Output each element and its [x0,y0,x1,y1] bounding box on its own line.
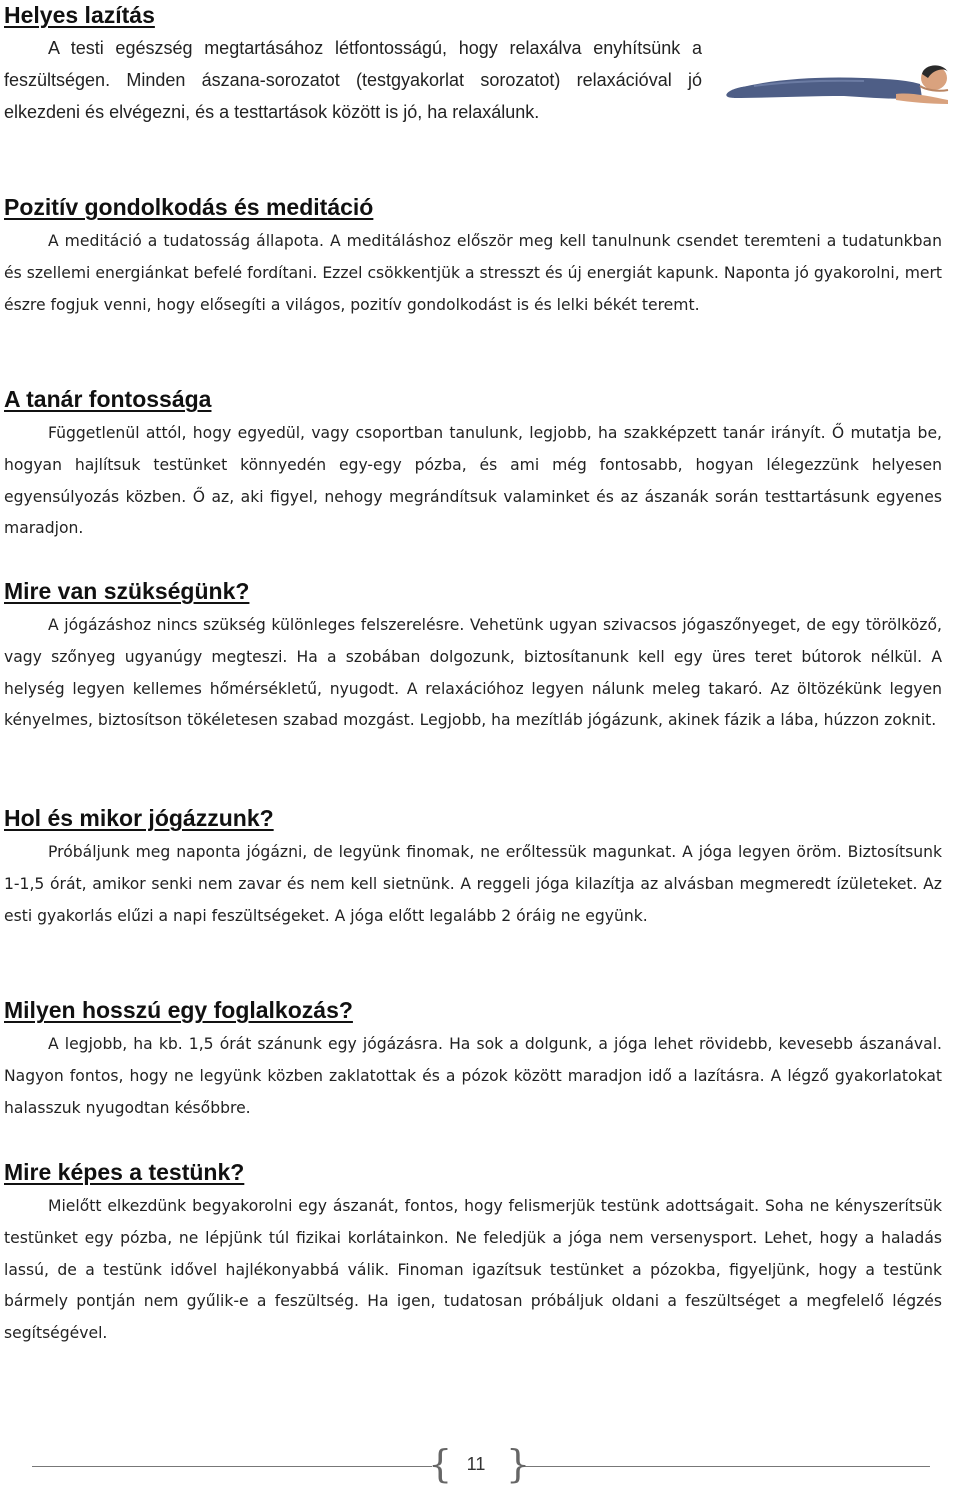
right-brace-icon: } [506,1442,531,1486]
footer-rule-left [32,1466,432,1467]
section-heading: Milyen hosszú egy foglalkozás? [4,997,353,1023]
section-heading: Helyes lazítás [4,2,155,28]
page-number: 11 [466,1454,486,1474]
left-brace-icon: { [428,1442,453,1486]
section-paragraph: A meditáció a tudatosság állapota. A meditáláshoz először meg kell tanulnunk csendet teremteni a tudatunkban és szellemi energiánkat befelé fordítani. Ezzel csökkentjük a stresszt és új energiát kapunk. Naponta jó gyakorolni, mert észre fogjuk venni, hogy elősegíti a világos, pozitív gondolkodást is és lelki békét teremt. [4,232,942,314]
section-pozitiv-gondolkodas [4,192,942,321]
section-heading: Mire van szükségünk? [4,578,250,604]
section-heading: Pozitív gondolkodás és meditáció [4,194,374,220]
section-paragraph: A legjobb, ha kb. 1,5 órát szánunk egy jógázásra. Ha sok a dolgunk, a jóga lehet rövidebb, kevesebb ászanával. Nagyon fontos, hogy ne legyünk közben zaklatottak és a pózok között maradjon idő a lazításra. A légző gyakorlatokat halasszuk nyugodtan későbbre. [4,1035,942,1117]
section-milyen-hosszu [4,995,942,1124]
section-paragraph: Mielőtt elkezdünk begyakorolni egy ászanát, fontos, hogy felismerjük testünk adottságait. Soha ne kényszerítsük testünket egy pózba, ne lépjünk túl fizikai korlátainkon. Ne feledjük a jóga nem versenysport. Lehet, hogy a haladás lassú, de a testünk idővel hajlékonyabbá válik. Finoman igazítsuk testünket a pózokba, figyeljünk, hogy a testünk bármely pontján nem gyűlik-e a feszültség. Ha igen, tudatosan próbáljuk oldani a feszültséget a megfelelő légzés segítségével. [4,1197,942,1343]
section-paragraph: A jógázáshoz nincs szükség különleges felszerelésre. Vehetünk ugyan szivacsos jógaszőnyeget, de egy törölköző, vagy szőnyeg ugyanúgy megteszi. Ha a szobában dolgozunk, biztosítanunk kell egy üres teret bútorok nélkül. A helység legyen kellemes hőmérsékletű, nyugodt. A relaxációhoz legyen nálunk meleg takaró. Az öltözékünk legyen kényelmes, biztosítson tökéletesen szabad mozgást. Legjobb, ha mezítláb jógázunk, akinek fázik a lába, húzzon zoknit. [4,616,942,730]
section-heading: Mire képes a testünk? [4,1159,245,1185]
section-mire-van-szuksegunk [4,576,942,737]
section-hol-es-mikor [4,803,942,932]
section-mire-kepes [4,1157,942,1350]
section-paragraph: Függetlenül attól, hogy egyedül, vagy csoportban tanulunk, legjobb, ha szakképzett tanár irányít. Ő mutatja be, hogyan hajlítsuk testünket könnyedén egy-egy pózba, és ami még fontosabb, hogyan lélegezzünk helyesen egyensúlyozás közben. Ő az, aki figyel, nehogy megrándítsuk valaminket és az ászanák során testtartásunk egyenes maradjon. [4,424,942,538]
section-heading: Hol és mikor jógázzunk? [4,805,274,831]
section-tanar-fontossaga [4,384,942,545]
section-paragraph: A testi egészség megtartásához létfontosságú, hogy relaxálva enyhítsünk a feszültségen. Minden ászana-sorozatot (testgyakorlat sorozatot) relaxációval jó elkezdeni és elvégezni, és a testtartások között is jó, ha relaxálunk. [4,38,702,122]
section-heading: A tanár fontossága [4,386,212,412]
section-paragraph: Próbáljunk meg naponta jógázni, de legyünk finomak, ne erőltessük magunkat. A jóga legyen öröm. Biztosítsunk 1-1,5 órát, amikor senki nem zavar és nem kell sietnünk. A reggeli jóga kilazítja az alvásban megmeredt ízületeket. Az esti gyakorlás elűzi a napi feszültségeket. A jóga előtt legalább 2 óráig ne együnk. [4,843,942,925]
section-helyes-lazitas [4,0,702,128]
page-footer [0,1440,960,1490]
footer-rule-right [522,1466,930,1467]
relaxation-pose-illustration [724,56,956,116]
